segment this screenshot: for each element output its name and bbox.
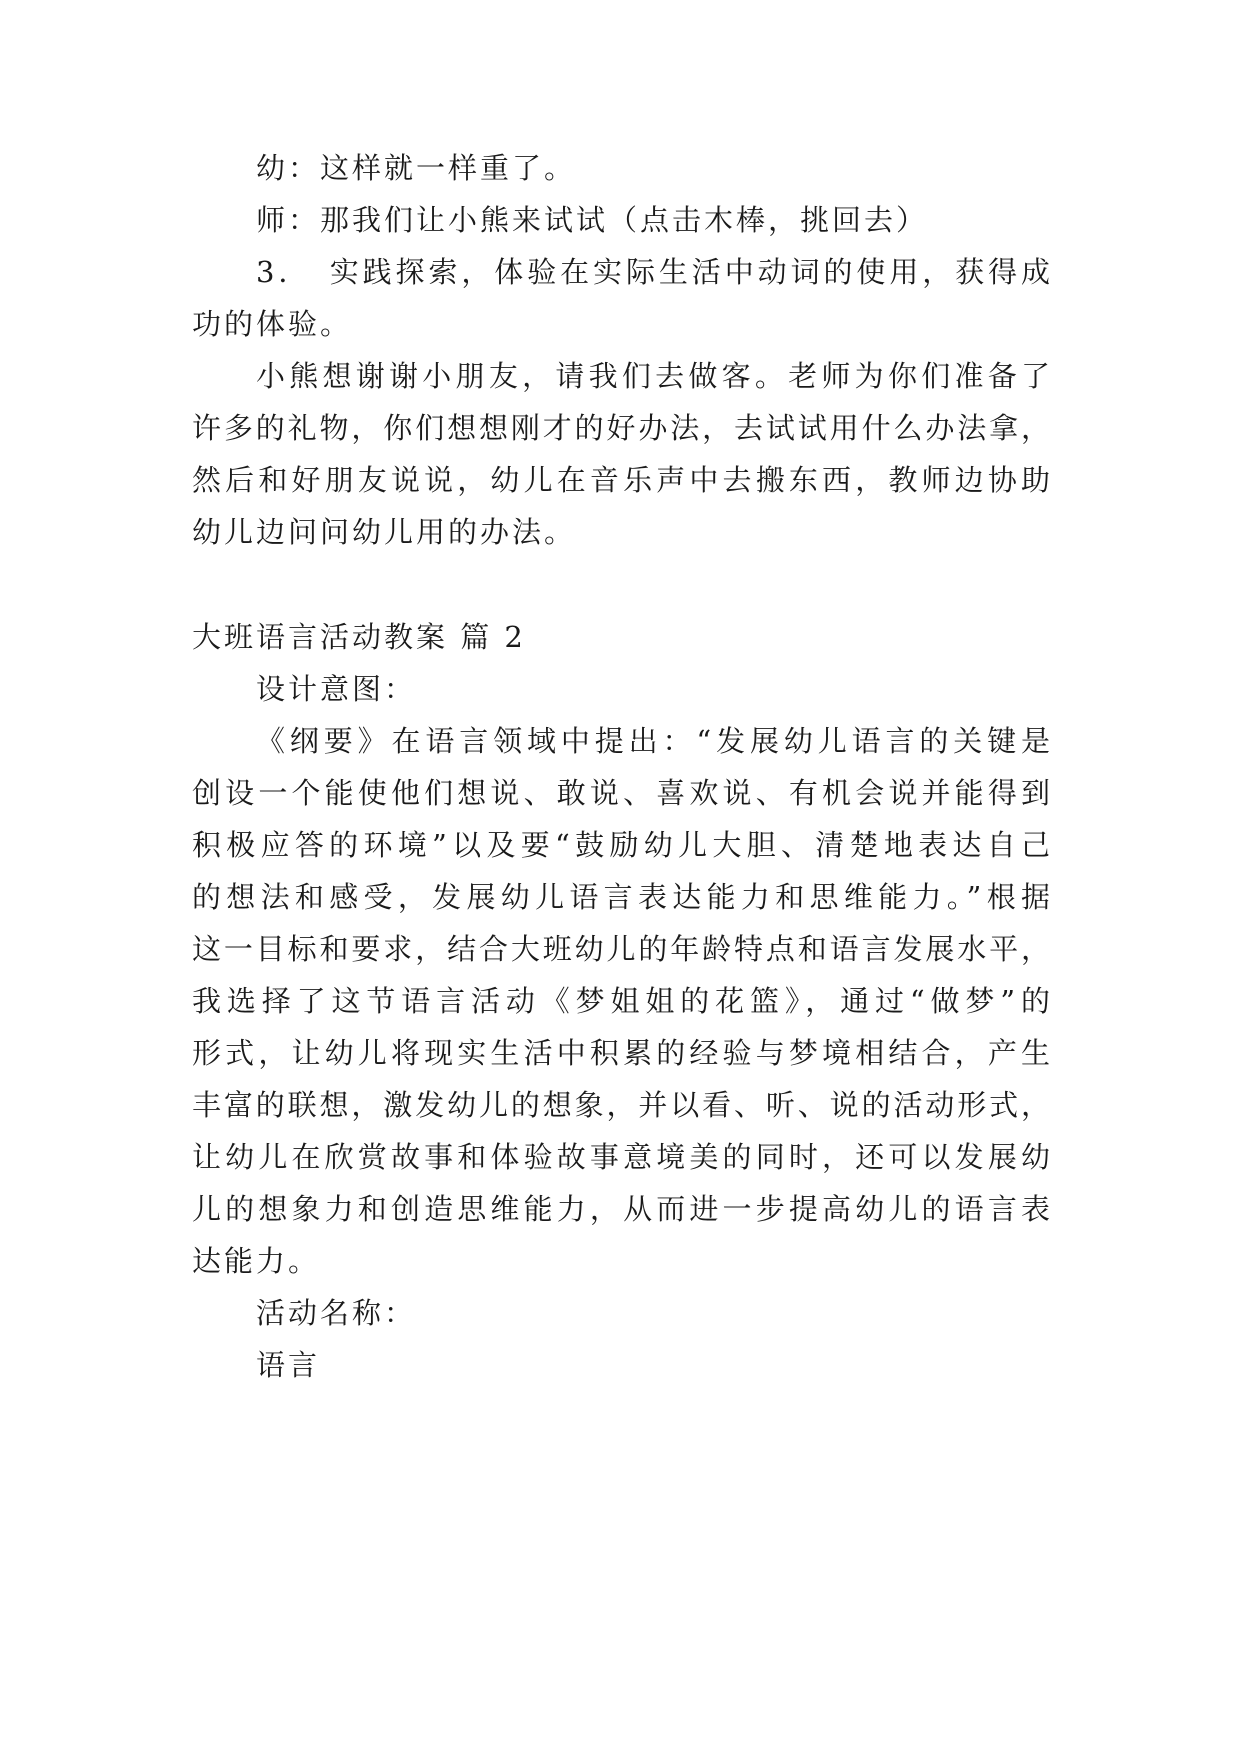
- design-intent-line: 达能力。: [192, 1244, 321, 1278]
- design-intent-line: 形式，让幼儿将现实生活中积累的经验与梦境相结合，产生: [192, 1036, 1052, 1070]
- design-intent-line: 我选择了这节语言活动《梦姐姐的花篮》，通过“做梦”的: [192, 984, 1052, 1018]
- design-intent-line: 积极应答的环境”以及要“鼓励幼儿大胆、清楚地表达自己: [192, 828, 1052, 862]
- section-heading: 大班语言活动教案 篇 2: [192, 620, 526, 654]
- design-intent-line: 这一目标和要求，结合大班幼儿的年龄特点和语言发展水平，: [192, 932, 1052, 966]
- dialogue-line-child: 幼：这样就一样重了。: [256, 151, 577, 185]
- paragraph-line: 小熊想谢谢小朋友，请我们去做客。老师为你们准备了: [256, 359, 1052, 393]
- design-intent-label: 设计意图：: [256, 672, 417, 706]
- design-intent-line: 儿的想象力和创造思维能力，从而进一步提高幼儿的语言表: [192, 1192, 1052, 1226]
- design-intent-line: 让幼儿在欣赏故事和体验故事意境美的同时，还可以发展幼: [192, 1140, 1052, 1174]
- dialogue-line-teacher: 师：那我们让小熊来试试（点击木棒，挑回去）: [256, 203, 929, 237]
- step-3-line-1: 3． 实践探索，体验在实际生活中动词的使用，获得成: [256, 255, 1052, 289]
- paragraph-line: 然后和好朋友说说，幼儿在音乐声中去搬东西，教师边协助: [192, 463, 1052, 497]
- paragraph-line: 幼儿边问问幼儿用的办法。: [192, 515, 577, 549]
- design-intent-line: 丰富的联想，激发幼儿的想象，并以看、听、说的活动形式，: [192, 1088, 1052, 1122]
- step-3-line-2: 功的体验。: [192, 307, 353, 341]
- design-intent-line: 《纲要》在语言领域中提出：“发展幼儿语言的关键是: [256, 724, 1052, 758]
- design-intent-line: 的想法和感受，发展幼儿语言表达能力和思维能力。”根据: [192, 880, 1052, 914]
- activity-name-label: 活动名称：: [256, 1296, 417, 1330]
- activity-name-value: 语言: [256, 1348, 321, 1382]
- paragraph-line: 许多的礼物，你们想想刚才的好办法，去试试用什么办法拿，: [192, 411, 1052, 445]
- design-intent-line: 创设一个能使他们想说、敢说、喜欢说、有机会说并能得到: [192, 776, 1052, 810]
